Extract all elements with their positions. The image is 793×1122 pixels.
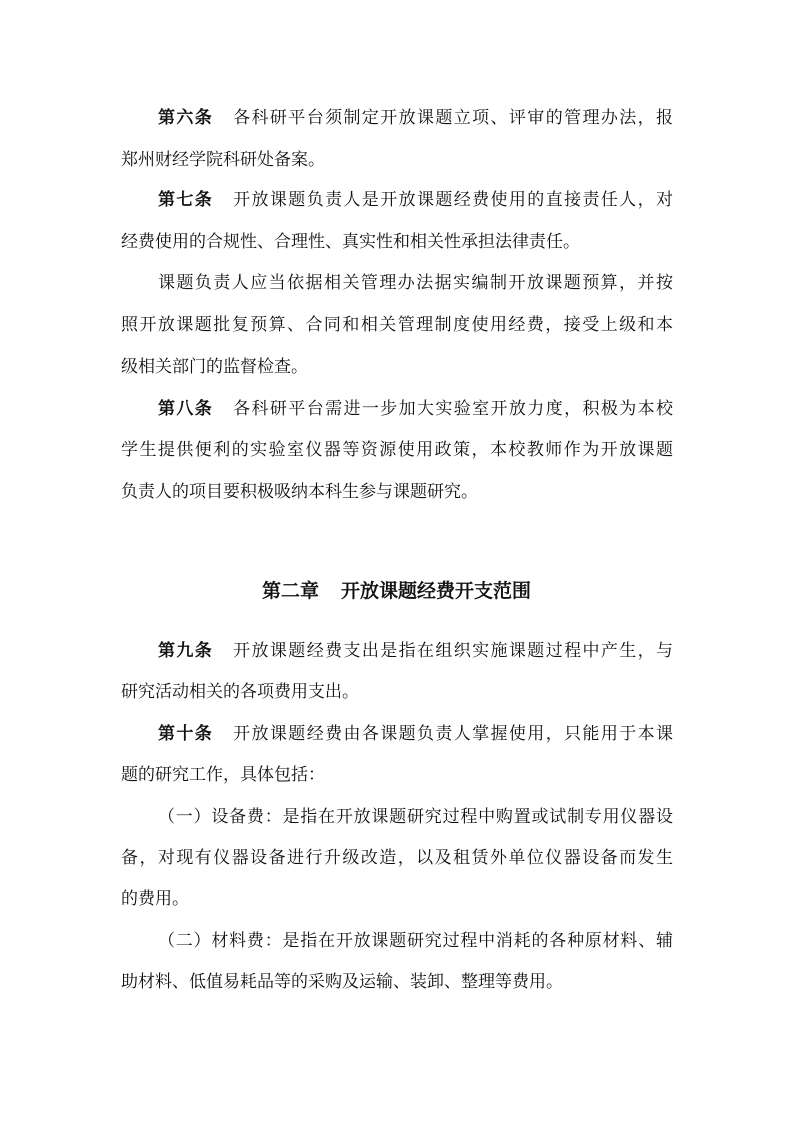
article-10-line-2: 题的研究工作，具体包括： <box>121 765 325 785</box>
item-1-line-3: 的费用。 <box>121 889 189 909</box>
article-8-label: 第八条 <box>158 399 214 419</box>
article-7-label: 第七条 <box>158 190 214 210</box>
article-6-line-1 <box>158 106 673 130</box>
article-10-label: 第十条 <box>158 724 214 744</box>
chapter-heading <box>0 578 793 604</box>
article-9-label: 第九条 <box>158 641 214 661</box>
article-8-line-1 <box>158 397 673 421</box>
article-7-line-1 <box>158 188 673 212</box>
article-7-text-1: 开放课题负责人是开放课题经费使用的直接责任人，对 <box>233 190 674 210</box>
article-8-line-3: 负责人的项目要积极吸纳本科生参与课题研究。 <box>121 482 478 502</box>
article-9-text-1: 开放课题经费支出是指在组织实施课题过程中产生，与 <box>233 641 674 661</box>
responsible-para-line-3: 级相关部门的监督检查。 <box>121 357 308 377</box>
responsible-para-line-1: 课题负责人应当依据相关管理办法据实编制开放课题预算，并按 <box>158 273 673 293</box>
responsible-para-line-2: 照开放课题批复预算、合同和相关管理制度使用经费，接受上级和本 <box>121 315 673 335</box>
item-2-line-1: （二）材料费：是指在开放课题研究过程中消耗的各种原材料、辅 <box>158 931 673 951</box>
article-8-text-1: 各科研平台需进一步加大实验室开放力度，积极为本校 <box>233 399 674 419</box>
chapter-title: 开放课题经费开支范围 <box>341 580 532 602</box>
item-2-line-2: 助材料、低值易耗品等的采购及运输、装卸、整理等费用。 <box>121 972 563 992</box>
article-6-text-1: 各科研平台须制定开放课题立项、评审的管理办法，报 <box>233 108 674 128</box>
item-1-line-1: （一）设备费：是指在开放课题研究过程中购置或试制专用仪器设 <box>158 807 673 827</box>
article-6-line-2: 郑州财经学院科研处备案。 <box>121 150 325 170</box>
item-1-line-2: 备，对现有仪器设备进行升级改造，以及租赁外单位仪器设备而发生 <box>121 848 673 868</box>
article-10-line-1 <box>158 722 673 746</box>
article-9-line-1 <box>158 639 673 663</box>
article-8-line-2: 学生提供便利的实验室仪器等资源使用政策，本校教师作为开放课题 <box>121 440 673 460</box>
article-9-line-2: 研究活动相关的各项费用支出。 <box>121 682 359 702</box>
article-6-label: 第六条 <box>158 108 214 128</box>
chapter-number: 第二章 <box>261 580 319 602</box>
article-10-text-1: 开放课题经费由各课题负责人掌握使用，只能用于本课 <box>233 724 674 744</box>
article-7-line-2: 经费使用的合规性、合理性、真实性和相关性承担法律责任。 <box>121 232 580 252</box>
